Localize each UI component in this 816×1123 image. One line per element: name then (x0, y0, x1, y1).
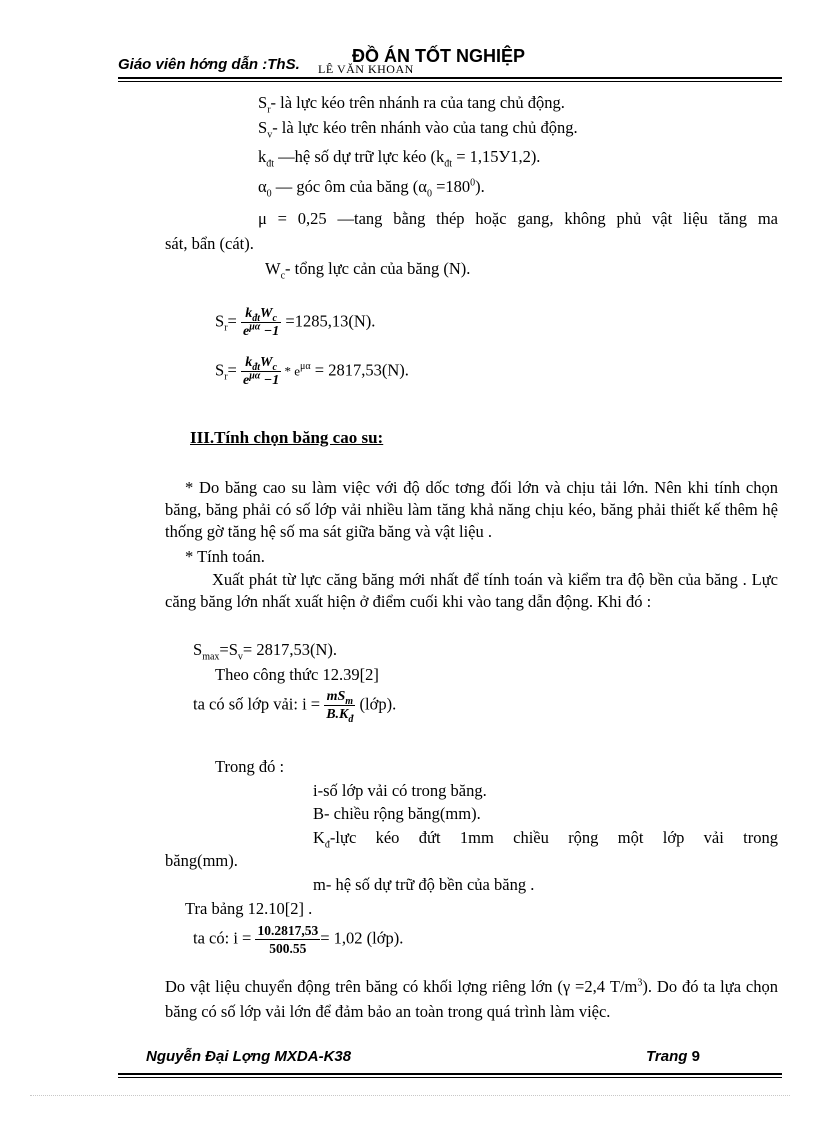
formula-layers: ta có số lớp vải: i = $\frac{mS_m}{B.K_đ}$ (lớp). (193, 689, 397, 725)
item-m: m- hệ số dự trữ độ bền của băng . (313, 875, 535, 894)
definition-sv: $S_v-$ là lực kéo trên nhánh vào của tang chủ động. (258, 118, 578, 141)
tra-bang: Tra bảng 12.10[2] . (185, 899, 313, 918)
smax-line: $S_{max}=S_v= 2817,53(N)$. (193, 640, 337, 663)
formula-result-fraction: $\frac{10.2817,53}{500.55}$ (257, 923, 319, 956)
section-title: III.Tính chọn băng cao su: (190, 428, 384, 447)
definition-mu-cont: sát, bẩn (cát). (165, 234, 254, 253)
calc-label: * Tính toán. (185, 547, 265, 566)
formula-sr-fraction: $\frac{k_{đt}W_c}{e^{\mu\alpha} -1}$ (242, 306, 280, 339)
formula-sv-fraction: $\frac{k_{đt}W_c}{e^{\mu\alpha} -1}$ (242, 355, 280, 388)
item-i: i-số lớp vải có trong băng. (313, 781, 487, 800)
footer-page: Trang 9 (646, 1048, 700, 1065)
paragraph-intro: * Do băng cao su làm việc với độ dốc tơng đối lớn và chịu tải lớn. Nên khi tính chọn băng, băng phải có số lớp vải nhiều làm tăng khả năng chịu kéo, băng phải thiết kế thêm hệ thống gờ tăng hệ số ma sát giữa băng và vật liệu . (165, 478, 778, 541)
formula-sv: $S_r=$ $\frac{k_{đt}W_c}{e^{\mu\alpha} -1}$ * $e^{\mu\alpha} = 2817,53(N)$. (215, 355, 409, 388)
definition-alpha: $\alpha_0$ — góc ôm của băng $(\alpha_0 =180^0)$. (258, 177, 485, 200)
header-rule (118, 77, 782, 79)
formula-result: ta có: i = $\frac{10.2817,53}{500.55}$ = 1,02 (lớp). (193, 923, 404, 956)
footer-author: Nguyễn Đại Lợng MXDA-K38 (146, 1048, 352, 1065)
definition-sr: $S_r-$ là lực kéo trên nhánh ra của tang chủ động. (258, 93, 565, 116)
page-edge-dotted-line (30, 1095, 790, 1096)
header-rule-thin (118, 81, 782, 82)
definition-wc: $W_c-$ tổng lực cản của băng (N). (265, 259, 471, 282)
paragraph-conclusion: Do vật liệu chuyển động trên băng có khối lợng riêng lớn (γ =2,4 $T/m^3$). Do đó ta lựa chọn băng có số lớp vải lớn để đảm bảo an toàn trong quá trình làm việc. (165, 977, 778, 1021)
document-title: ĐỒ ÁN TỐT NGHIỆP (352, 46, 526, 66)
definition-mu: μ = 0,25 —tang bằng thép hoặc gang, không phủ vật liệu tăng ma (258, 209, 778, 228)
paragraph-calc: Xuất phát từ lực căng băng mới nhất để tính toán và kiểm tra độ bền của băng . Lực căng băng lớn nhất xuất hiện ở điểm cuối khi vào tang dẫn động. Khi đó : (165, 570, 778, 611)
trong-do: Trong đó : (215, 757, 285, 776)
header-advisor-name: LÊ VĂN KHOAN (318, 62, 414, 76)
item-kd: $K_đ$-lực kéo đứt 1mm chiều rộng một lớp vải trong (313, 828, 778, 851)
theo-cong-thuc: Theo công thức 12.39[2] (215, 665, 379, 684)
formula-sr: $S_r=$ $\frac{k_{đt}W_c}{e^{\mu\alpha} -1}$ =1285,13(N). (215, 306, 376, 339)
header-advisor: Giáo viên hớng dẫn :ThS. (118, 56, 300, 73)
item-b: B- chiều rộng băng(mm). (313, 804, 481, 823)
footer-rule-thin (118, 1077, 782, 1078)
footer-rule (118, 1073, 782, 1075)
page-number: 9 (691, 1048, 700, 1065)
definition-kdt: $k_{đt}$ —hệ số dự trữ lực kéo $(k_{đt} = 1,15У1,2)$. (258, 147, 541, 170)
formula-layers-fraction: $\frac{mS_m}{B.K_đ}$ (326, 689, 354, 725)
item-kd-cont: băng(mm). (165, 851, 238, 870)
